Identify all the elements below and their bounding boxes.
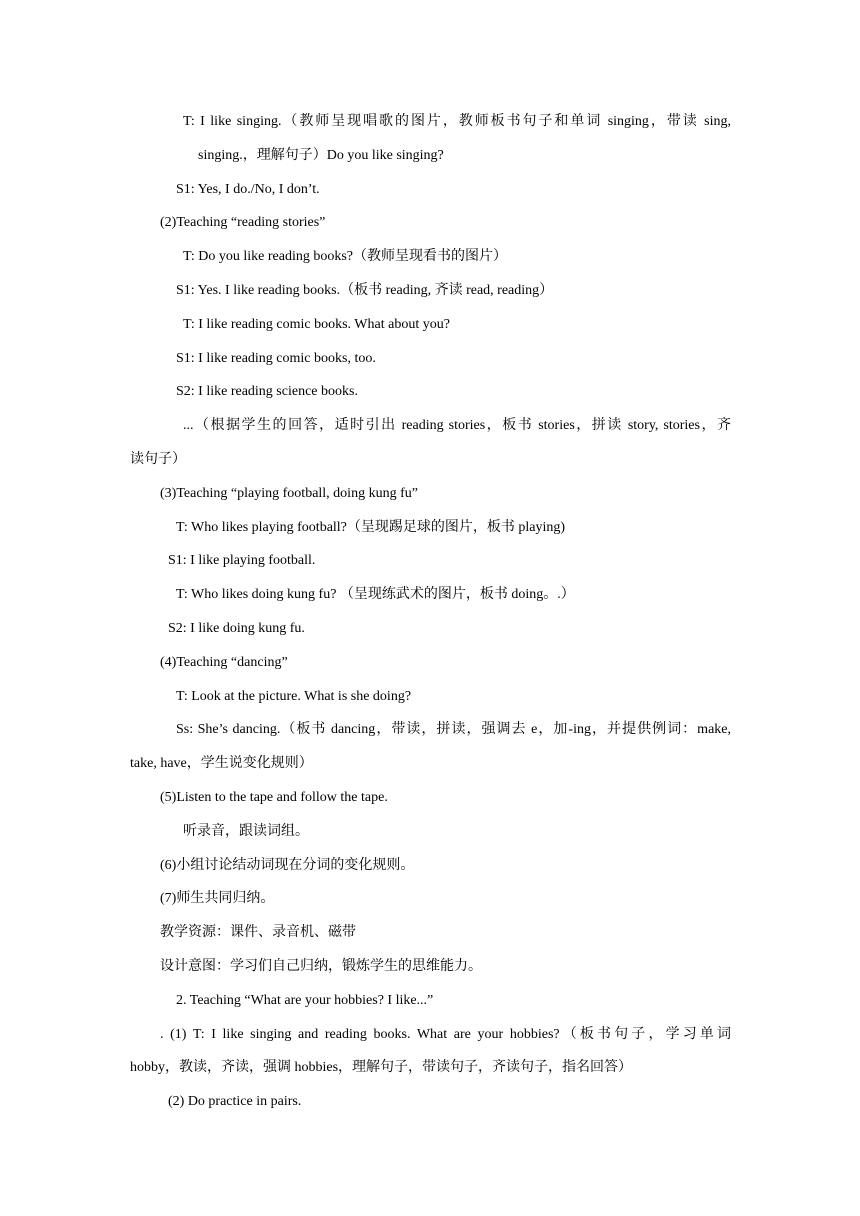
text-line: S2: I like reading science books. bbox=[176, 384, 358, 399]
text-line: 读句子） bbox=[130, 452, 186, 467]
section-heading: 2. Teaching “What are your hobbies? I like...” bbox=[176, 993, 434, 1008]
text-line: take, have，学生说变化规则） bbox=[130, 756, 313, 771]
text-line: (2) Do practice in pairs. bbox=[168, 1094, 302, 1109]
text-line: 听录音，跟读词组。 bbox=[183, 824, 309, 839]
text-line: S1: I like reading comic books, too. bbox=[176, 351, 376, 366]
text-line: T: Who likes playing football?（呈现踢足球的图片，板书 playing) bbox=[176, 520, 566, 535]
section-heading: (2)Teaching “reading stories” bbox=[160, 215, 326, 230]
text-line: T: Look at the picture. What is she doing? bbox=[176, 689, 412, 704]
text-line: T: I like reading comic books. What about you? bbox=[183, 317, 450, 332]
text-line: T: Who likes doing kung fu? （呈现练武术的图片，板书 doing。.） bbox=[176, 587, 575, 602]
text-line: ...（根据学生的回答，适时引出 reading stories，板书 stories，拼读 story, stories，齐 bbox=[183, 418, 731, 433]
section-heading: (7)师生共同归纳。 bbox=[160, 891, 275, 906]
text-line: S1: Yes. I like reading books.（板书 reading, 齐读 read, reading） bbox=[176, 283, 554, 298]
section-heading: (3)Teaching “playing football, doing kung fu” bbox=[160, 486, 418, 501]
section-heading: (4)Teaching “dancing” bbox=[160, 655, 288, 670]
text-line: hobby，教读，齐读，强调 hobbies，理解句子，带读句子，齐读句子，指名回答） bbox=[130, 1060, 633, 1075]
text-line: S1: I like playing football. bbox=[168, 553, 316, 568]
text-line: singing.，理解句子）Do you like singing? bbox=[198, 148, 444, 163]
text-line: S1: Yes, I do./No, I don’t. bbox=[176, 182, 320, 197]
text-line: Ss: She’s dancing.（板书 dancing，带读，拼读，强调去 e，加-ing，并提供例词：make, bbox=[176, 722, 731, 737]
text-line: S2: I like doing kung fu. bbox=[168, 621, 305, 636]
text-line: 教学资源：课件、录音机、磁带 bbox=[160, 925, 356, 940]
section-heading: (5)Listen to the tape and follow the tape. bbox=[160, 790, 388, 805]
text-line: T: I like singing.（教师呈现唱歌的图片，教师板书句子和单词 singing，带读 sing, bbox=[183, 114, 731, 129]
section-heading: (6)小组讨论结动词现在分词的变化规则。 bbox=[160, 858, 415, 873]
text-line: T: Do you like reading books?（教师呈现看书的图片） bbox=[183, 249, 507, 264]
text-line: 设计意图：学习们自己归纳，锻炼学生的思维能力。 bbox=[160, 959, 482, 974]
text-line: . (1) T: I like singing and reading books. What are your hobbies?（板书句子，学习单词 bbox=[160, 1027, 731, 1042]
